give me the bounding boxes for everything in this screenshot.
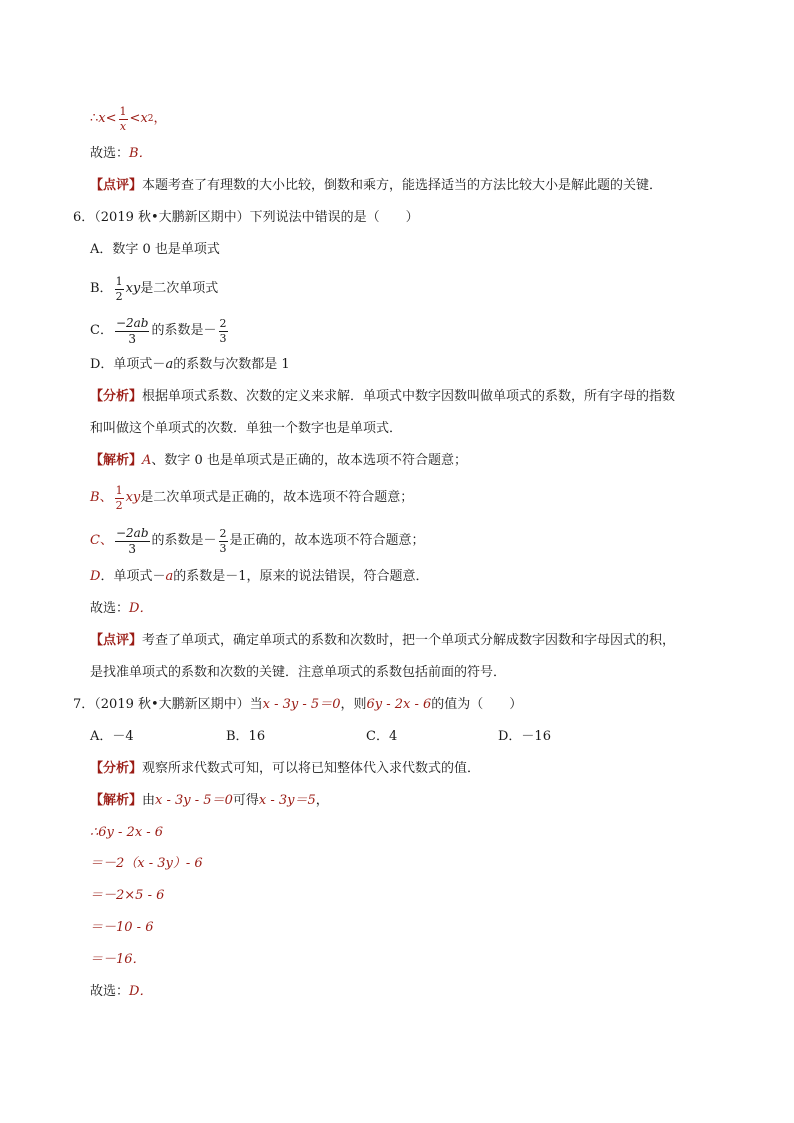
therefore-symbol: ∴ [90, 111, 99, 126]
question-text: 的值为（ ） [431, 697, 523, 712]
option-ref: C [90, 533, 100, 548]
q6-comment-line-2 [90, 662, 506, 684]
q6-option-a [90, 239, 220, 261]
q6-option-c [90, 315, 230, 346]
fraction-two-thirds [219, 318, 228, 345]
fraction-numerator: 2 [219, 316, 227, 330]
fraction-denominator: 3 [219, 541, 227, 555]
fraction-denominator: 2 [115, 289, 123, 303]
option-text: 的系数与次数都是 1 [173, 357, 290, 372]
fraction-one-half [115, 276, 124, 303]
analysis-text: 根据单项式系数、次数的定义来求解．单项式中数字因数叫做单项式的系数，所有字母的指数 [142, 389, 676, 404]
q6-solution-a [90, 450, 467, 472]
fraction-numerator: 1 [115, 483, 123, 497]
equation: x - 3y - 5＝0 [262, 697, 341, 712]
solution-tag: 【解析】 [90, 453, 143, 468]
question-text: ，则 [340, 697, 367, 712]
var-a: a [165, 357, 174, 372]
q7-option-b: B．16 [226, 729, 266, 744]
solution-text: 是二次单项式是正确的，故本选项不符合题意； [140, 490, 414, 505]
fraction-numerator: 1 [115, 274, 123, 288]
fraction-minus-2ab-over-3 [115, 317, 150, 346]
analysis-text: 和叫做这个单项式的次数．单独一个数字也是单项式． [90, 421, 403, 436]
q7-option-a: A．－4 [90, 729, 134, 744]
option-ref: A [142, 453, 152, 468]
less-than: < [129, 111, 141, 126]
answer-label: 故选： [90, 146, 130, 161]
answer-value: D． [129, 601, 153, 616]
q6-comment-line-1 [90, 630, 675, 652]
fraction-numerator: −2ab [115, 525, 149, 540]
fraction-denominator: 3 [128, 331, 137, 346]
option-text: 的系数是－ [151, 323, 217, 338]
fraction-one-over-x [119, 106, 128, 133]
fraction-denominator: 3 [128, 541, 137, 556]
punctuation: ， [315, 793, 329, 808]
option-label: C． [90, 323, 113, 338]
q7-step-4 [90, 917, 153, 939]
fraction-minus-2ab-over-3 [115, 527, 150, 556]
solution-text: 可得 [232, 793, 259, 808]
fraction-denominator: 3 [219, 331, 227, 345]
q7-solution-line [90, 790, 329, 812]
analysis-tag: 【分析】 [90, 761, 143, 776]
q7-stem [73, 694, 522, 716]
comment-tag: 【点评】 [90, 633, 143, 648]
var-a: a [165, 569, 174, 584]
option-text: 是二次单项式 [140, 281, 219, 296]
equation: x - 3y - 5＝0 [155, 793, 233, 808]
q7-step-2 [90, 853, 203, 875]
q5-answer-line [90, 143, 152, 165]
fraction-numerator: −2ab [115, 315, 149, 330]
q7-step-1 [90, 822, 163, 844]
q7-analysis-line [90, 758, 480, 780]
math-step: ＝－16． [90, 952, 146, 967]
expression: 6y - 2x - 6 [366, 697, 432, 712]
solution-text: 是正确的，故本选项不符合题意； [229, 533, 425, 548]
answer-value: B． [129, 146, 152, 161]
solution-text: ．单项式－ [100, 569, 166, 584]
q5-conclusion-line: ∴ x < $\frac{1}{x}$ < x 2 ， [90, 104, 167, 133]
q6-answer-line [90, 598, 152, 620]
analysis-tag: 【分析】 [90, 389, 143, 404]
math-step: ∴6y - 2x - 6 [90, 825, 164, 840]
q7-option-d: D．－16 [498, 729, 551, 744]
fraction-numerator: 2 [219, 526, 227, 540]
q6-solution-c [90, 525, 425, 556]
q6-option-d [90, 354, 290, 376]
q7-answer-line [90, 981, 152, 1003]
question-text: 6．（2019 秋•大鹏新区期中）下列说法中错误的是（ ） [73, 210, 419, 225]
q7-option-c: C．4 [366, 729, 398, 744]
solution-text: 、数字 0 也是单项式是正确的，故本选项不符合题意； [151, 453, 467, 468]
fraction-denominator: 2 [115, 498, 123, 512]
math-step: ＝－2×5 - 6 [90, 888, 165, 903]
analysis-text: 观察所求代数式可知，可以将已知整体代入求代数式的值． [142, 761, 481, 776]
solution-text: 的系数是－1，原来的说法错误，符合题意． [173, 569, 429, 584]
question-text: 7．（2019 秋•大鹏新区期中）当 [73, 697, 263, 712]
math-step: ＝－2（x - 3y）- 6 [90, 856, 203, 871]
comment-text: 考查了单项式，确定单项式的系数和次数时，把一个单项式分解成数字因数和字母因式的积， [142, 633, 676, 648]
punctuation: ， [153, 111, 167, 126]
solution-text: 由 [142, 793, 156, 808]
var-x: x [98, 111, 106, 126]
option-label: B． [90, 281, 113, 296]
comment-tag: 【点评】 [90, 178, 143, 193]
q6-option-b [90, 276, 218, 302]
option-text: D．单项式－ [90, 357, 166, 372]
answer-label: 故选： [90, 984, 130, 999]
q6-analysis-line-1 [90, 386, 675, 408]
comment-text: 本题考查了有理数的大小比较，倒数和乘方，能选择适当的方法比较大小是解此题的关键． [142, 178, 663, 193]
var-xy: xy [125, 490, 141, 505]
q6-stem [73, 207, 419, 229]
equation: x - 3y＝5 [258, 793, 316, 808]
comment-text: 是找准单项式的系数和次数的关键．注意单项式的系数包括前面的符号． [90, 665, 507, 680]
solution-text: 的系数是－ [151, 533, 217, 548]
answer-value: D． [129, 984, 153, 999]
separator: 、 [99, 533, 113, 548]
q7-step-3 [90, 885, 164, 907]
fraction-one-half [115, 485, 124, 512]
option-text: A．数字 0 也是单项式 [90, 242, 220, 257]
q6-analysis-line-2 [90, 418, 402, 440]
less-than: < [105, 111, 117, 126]
var-x: x [140, 111, 148, 126]
q6-solution-d [90, 566, 429, 588]
q7-step-5 [90, 949, 146, 971]
option-ref: D [90, 569, 101, 584]
q7-options [90, 726, 551, 748]
fraction-denominator: x [119, 119, 127, 133]
q6-solution-b [90, 485, 413, 511]
answer-label: 故选： [90, 601, 130, 616]
solution-tag: 【解析】 [90, 793, 143, 808]
q5-comment-line [90, 175, 662, 197]
option-ref: B [90, 490, 100, 505]
var-xy: xy [125, 281, 141, 296]
math-step: ＝－10 - 6 [90, 920, 154, 935]
fraction-numerator: 1 [119, 104, 127, 118]
separator: 、 [99, 490, 113, 505]
fraction-two-thirds [219, 528, 228, 555]
